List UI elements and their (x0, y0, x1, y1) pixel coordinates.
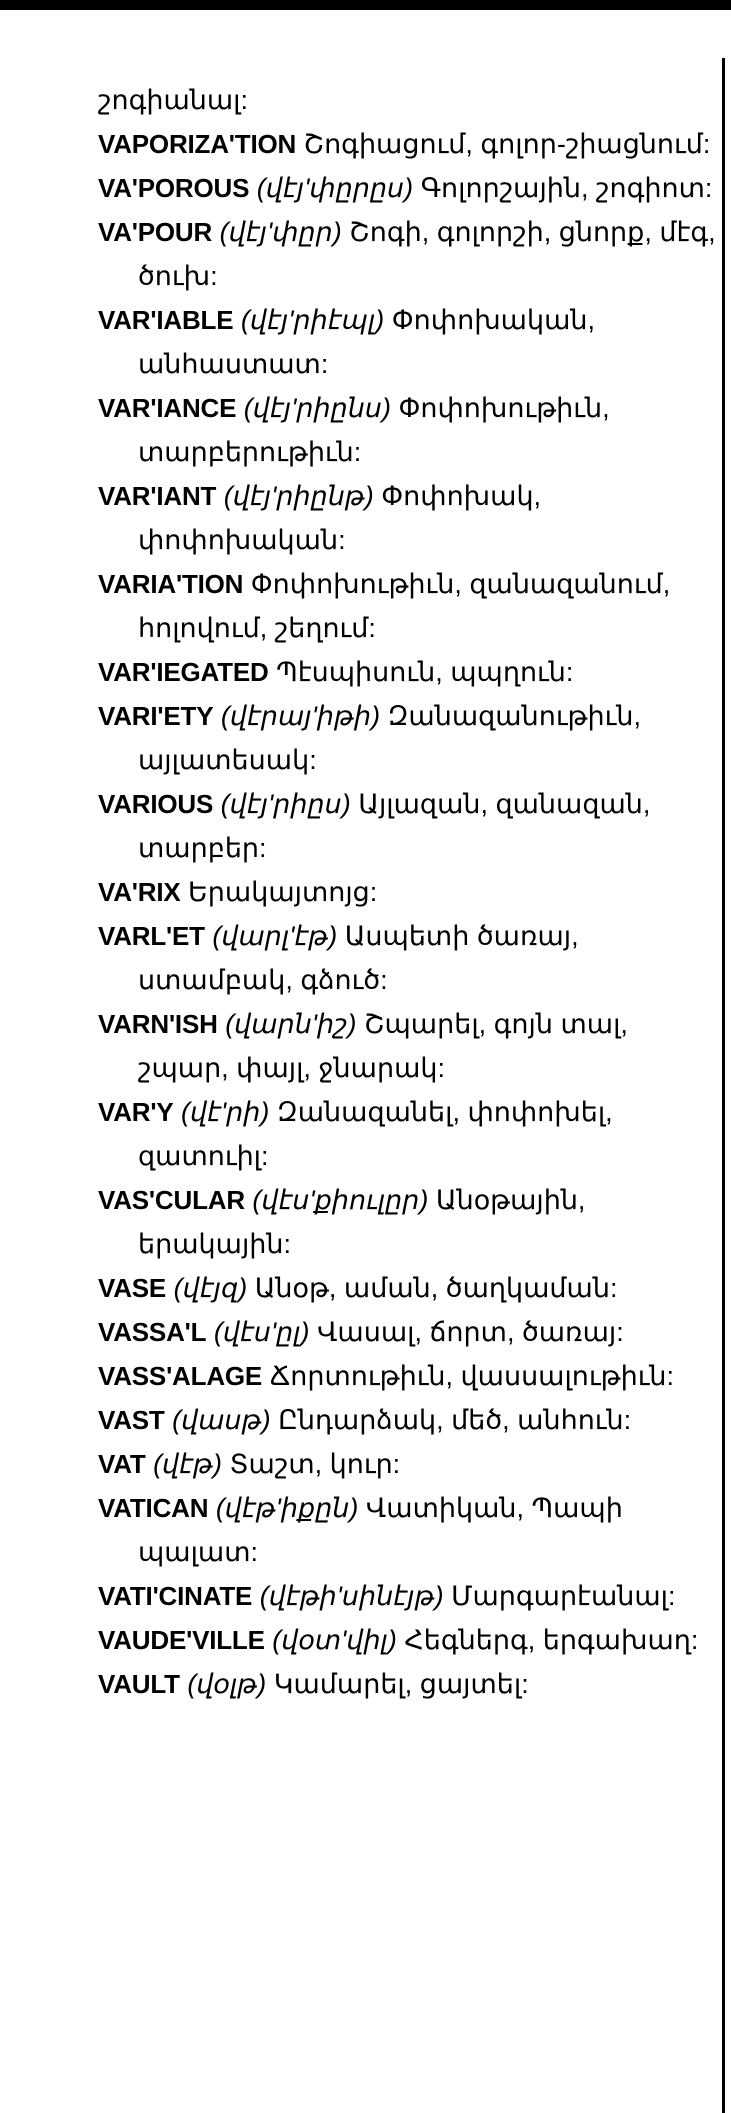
entry-pronunciation: (վէս'ըլ) (213, 1317, 310, 1347)
dictionary-entry (98, 386, 718, 474)
dictionary-entry (98, 914, 718, 1002)
entry-definition: Ընդարձակ, մեծ, անհուն: (278, 1405, 632, 1435)
entry-pronunciation: (վէթ'իքըն) (215, 1493, 359, 1523)
dictionary-entry (98, 1354, 718, 1398)
top-rule (0, 0, 731, 10)
dictionary-column (98, 78, 718, 1706)
dictionary-entry (98, 1178, 718, 1266)
entry-pronunciation: (վէթի'սինէյթ) (259, 1581, 444, 1611)
dictionary-entry (98, 694, 718, 782)
entry-headword: VAUDE'VILLE (98, 1625, 265, 1655)
dictionary-entry (98, 650, 718, 694)
entry-definition: Երակայտոյց: (188, 877, 378, 907)
entries-list (98, 122, 718, 1706)
entry-definition: Փոփոխական, անհաստատ: (138, 305, 595, 379)
entry-headword: VAR'IANCE (98, 393, 237, 423)
entry-headword: VA'RIX (98, 877, 181, 907)
entry-headword: VASE (98, 1273, 167, 1303)
entry-definition: Շոգի, գոլորշի, ցնորք, մէգ, ծուխ: (138, 217, 716, 291)
entry-definition: Զանազանութիւն, այլատեսակ: (138, 701, 641, 775)
entry-definition: Շոգիացում, գոլոր-շիացնում: (303, 129, 711, 159)
entry-headword: VASS'ALAGE (98, 1361, 263, 1391)
entry-definition: Այլազան, զանազան, տարբեր: (138, 789, 651, 863)
entry-headword: VARI'ETY (98, 701, 214, 731)
dictionary-entry (98, 474, 718, 562)
entry-headword: VAR'IABLE (98, 305, 234, 335)
entry-headword: VARIA'TION (98, 569, 244, 599)
dictionary-entry (98, 1618, 718, 1662)
dictionary-entry (98, 210, 718, 298)
entry-definition: Հեգներգ, երգախաղ: (404, 1625, 699, 1655)
entry-pronunciation: (վէյ'րիընս) (243, 393, 391, 423)
dictionary-entry (98, 1398, 718, 1442)
entry-definition: Փոփոխութիւն, զանազանում, հոլովում, շեղում: (138, 569, 671, 643)
entry-definition: Կամարել, ցայտել: (273, 1669, 529, 1699)
dictionary-entry (98, 298, 718, 386)
dictionary-entry (98, 870, 718, 914)
entry-pronunciation: (վէյ'րիընթ) (223, 481, 374, 511)
entry-pronunciation: (վէյ'փըրըս) (256, 173, 414, 203)
entry-pronunciation: (վէյ'փըր) (219, 217, 342, 247)
entry-definition: Ճորտութիւն, վասսալութիւն: (269, 1361, 675, 1391)
dictionary-entry (98, 782, 718, 870)
dictionary-entry (98, 1486, 718, 1574)
entry-pronunciation: (վէյ'րիէպլ) (240, 305, 385, 335)
entry-headword: VAULT (98, 1669, 180, 1699)
entry-definition: Վասալ, ճորտ, ծառայ: (317, 1317, 624, 1347)
entry-definition: Զանազանել, փոփոխել, զատուիլ: (138, 1097, 613, 1171)
entry-headword: VA'POUR (98, 217, 213, 247)
dictionary-entry (98, 1662, 718, 1706)
entry-pronunciation: (վէս'քիուլըր) (252, 1185, 429, 1215)
entry-definition: Անօթ, աման, ծաղկաման: (254, 1273, 618, 1303)
entry-definition: Պէսպիսուն, պպղուն: (276, 657, 574, 687)
column-rule (722, 58, 725, 2113)
entry-pronunciation: (վօտ'վիլ) (272, 1625, 397, 1655)
entry-pronunciation: (վէրայ'իթի) (220, 701, 381, 731)
entry-headword: VARIOUS (98, 789, 214, 819)
continuation-text: շոգիանալ: (98, 85, 248, 115)
entry-pronunciation: (վէթ) (153, 1449, 222, 1479)
entry-definition: Ասպետի ծառայ, ստամբակ, գձուծ: (138, 921, 579, 995)
entry-definition: Գոլորշային, շոգիոտ: (420, 173, 713, 203)
entry-headword: VASSA'L (98, 1317, 207, 1347)
entry-headword: VAS'CULAR (98, 1185, 245, 1215)
entry-headword: VA'POROUS (98, 173, 250, 203)
entry-pronunciation: (վէյզ) (173, 1273, 248, 1303)
entry-pronunciation: (վասթ) (172, 1405, 271, 1435)
entry-headword: VAPORIZA'TION (98, 129, 297, 159)
dictionary-entry (98, 1090, 718, 1178)
dictionary-entry (98, 166, 718, 210)
entry-headword: VAR'Y (98, 1097, 174, 1127)
entry-headword: VATI'CINATE (98, 1581, 253, 1611)
entry-headword: VATICAN (98, 1493, 209, 1523)
entry-pronunciation: (վարն'իշ) (225, 1009, 357, 1039)
entry-definition: Վատիկան, Պապի պալատ: (138, 1493, 623, 1567)
entry-definition: Փոփոխակ, փոփոխական: (138, 481, 542, 555)
dictionary-entry (98, 1002, 718, 1090)
dictionary-entry (98, 1574, 718, 1618)
entry-pronunciation: (վէ'րի) (181, 1097, 270, 1127)
entry-headword: VAST (98, 1405, 165, 1435)
entry-definition: Շպարել, գոյն տալ, շպար, փայլ, ջնարակ: (138, 1009, 628, 1083)
entry-definition: Փոփոխութիւն, տարբերութիւն: (138, 393, 610, 467)
entry-headword: VARN'ISH (98, 1009, 218, 1039)
entry-headword: VAR'IANT (98, 481, 217, 511)
dictionary-entry (98, 122, 718, 166)
dictionary-entry (98, 1310, 718, 1354)
entry-pronunciation: (վարլ'էթ) (212, 921, 338, 951)
entry-pronunciation: (վէյ'րիըս) (220, 789, 351, 819)
entry-definition: Անօթային, երակային: (138, 1185, 586, 1259)
entry-headword: VAR'IEGATED (98, 657, 269, 687)
entry-definition: Տաշտ, կուր: (229, 1449, 401, 1479)
dictionary-entry (98, 1266, 718, 1310)
dictionary-entry (98, 562, 718, 650)
entry-definition: Մարգարէանալ: (451, 1581, 676, 1611)
entry-headword: VARL'ET (98, 921, 205, 951)
dictionary-entry (98, 1442, 718, 1486)
entry-headword: VAT (98, 1449, 146, 1479)
entry-pronunciation: (վօլթ) (187, 1669, 267, 1699)
